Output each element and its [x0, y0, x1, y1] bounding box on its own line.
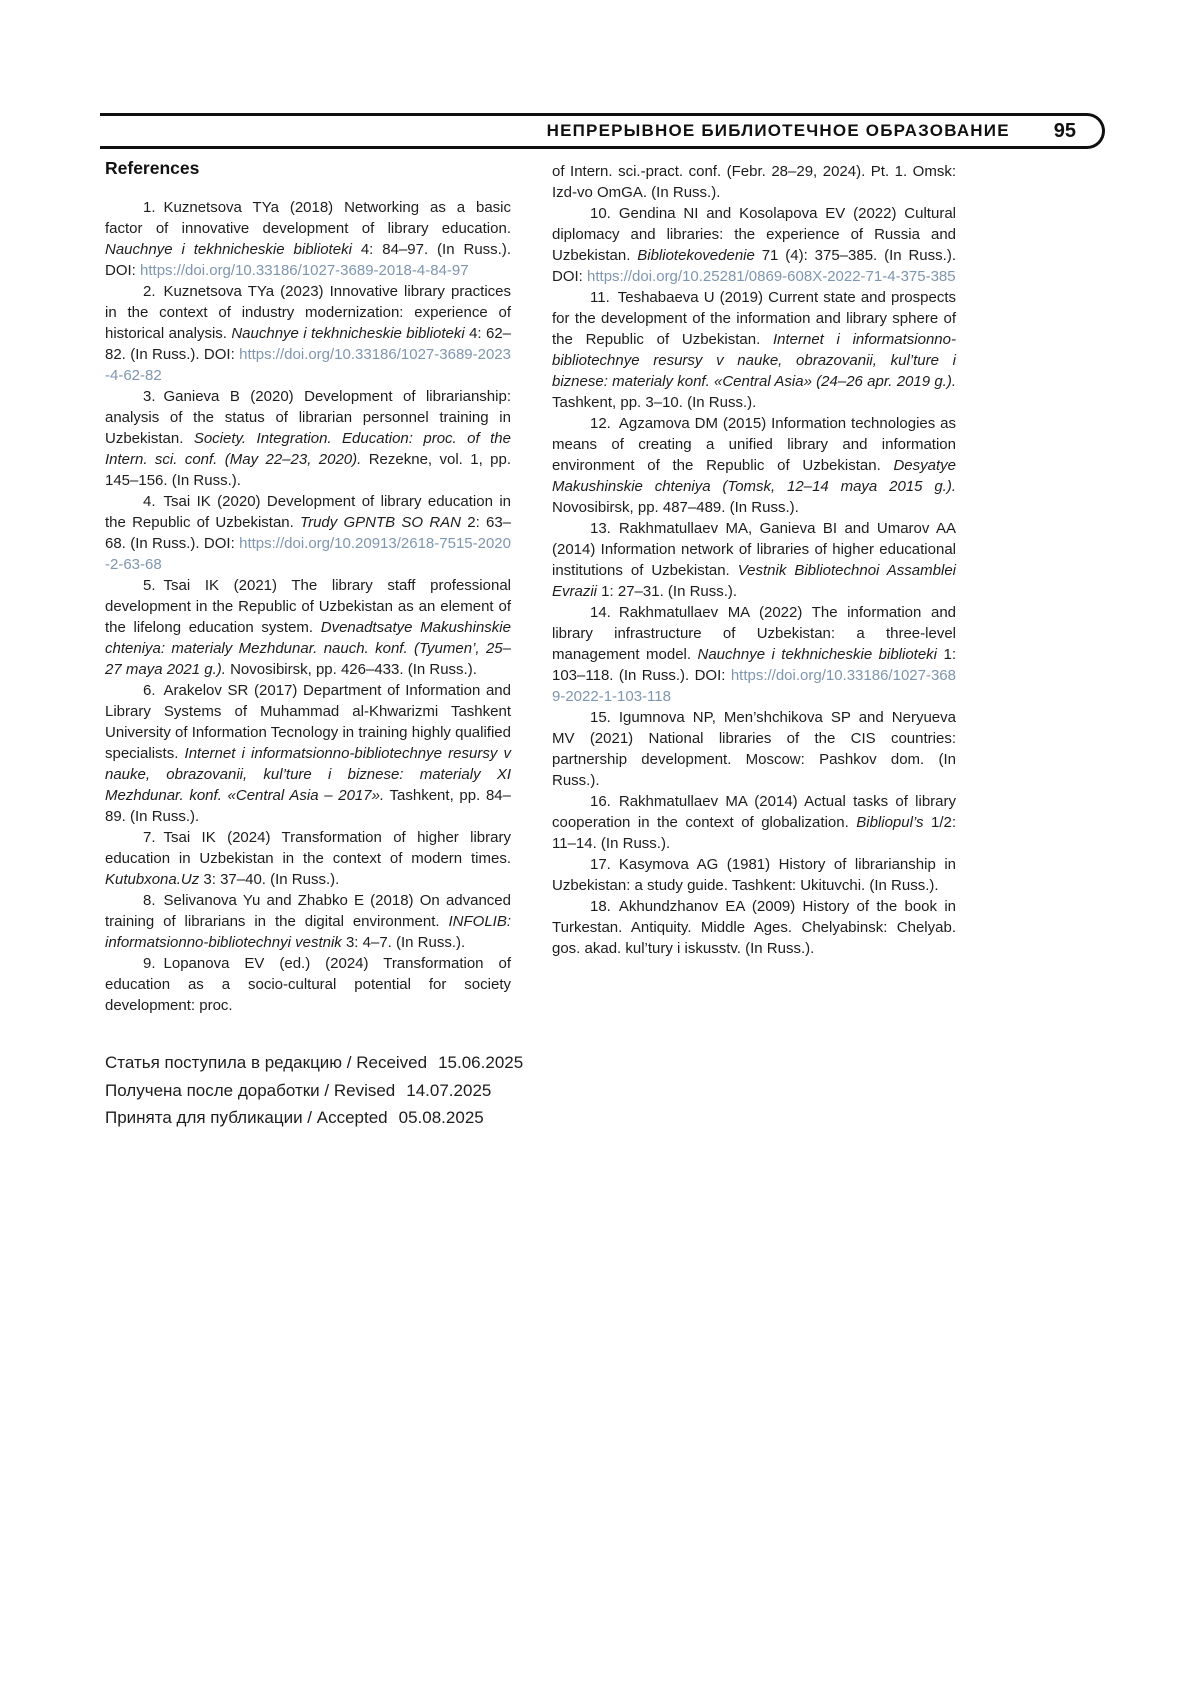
reference-text: Gendina NI and Kosolapova EV (2022) Cultural diplomacy and libraries: the experience of Russia and Uzbekistan.: [552, 205, 956, 264]
reference-text: Kutubxona.Uz: [105, 871, 200, 888]
reference-text: Tsai IK (2024) Transformation of higher library education in Uzbekistan in the context of modern times.: [105, 829, 511, 867]
reference-text: Bibliopul’s: [856, 814, 924, 831]
reference-text: Rakhmatullaev MA, Ganieva BI and Umarov AA (2014) Information network of libraries of higher educational institutions of Uzbekistan.: [552, 520, 956, 579]
references-list-left: [105, 197, 511, 1016]
reference-number: 10.: [590, 205, 611, 222]
reference-number: 11.: [590, 289, 610, 306]
reference-text: Kuznetsova TYa (2023) Innovative library practices in the context of industry modernization: experience of historical analysis.: [105, 283, 511, 342]
reference-item: [105, 680, 511, 827]
reference-item: [552, 854, 956, 896]
reference-item: [105, 953, 511, 1016]
reference-text: of Intern. sci.-pract. conf. (Febr. 28–29, 2024). Pt. 1. Omsk: Izd-vo OmGA. (In Russ.).: [552, 163, 956, 201]
date-accepted: [105, 1104, 523, 1132]
reference-text: Nauchnye i tekhnicheskie biblioteki: [697, 646, 938, 663]
reference-text: Desyatye Makushinskie chteniya (Tomsk, 12–14 maya 2015 g.).: [552, 457, 956, 495]
reference-text: 71 (4): 375–385. (In Russ.). DOI:: [552, 247, 956, 285]
reference-text: Novosibirsk, pp. 487–489. (In Russ.).: [552, 499, 799, 516]
reference-text: Kuznetsova TYa (2018) Networking as a basic factor of innovative development of library education.: [105, 199, 511, 237]
reference-number: 14.: [590, 604, 611, 621]
reference-text: Nauchnye i tekhnicheskie biblioteki: [231, 325, 465, 342]
reference-text: Kasymova AG (1981) History of librarianship in Uzbekistan: a study guide. Tashkent: Ukituvchi. (In Russ.).: [552, 856, 956, 894]
reference-number: 9.: [143, 955, 156, 972]
reference-text: Tsai IK (2021) The library staff professional development in the Republic of Uzbekistan as an element of the lifelong education system.: [105, 577, 511, 636]
running-header: [100, 113, 1105, 149]
reference-number: 7.: [143, 829, 156, 846]
reference-text: Dvenadtsatye Makushinskie chteniya: materialy Mezhdunar. nauch. konf. (Tyumen’, 25–27 maya 2021 g.).: [105, 619, 511, 678]
reference-item: [105, 386, 511, 491]
reference-text: INFOLIB: informatsionno-bibliotechnyi vestnik: [105, 913, 511, 951]
reference-text: Lopanova EV (ed.) (2024) Transformation of education as a socio-cultural potential for society development: proc.: [105, 955, 511, 1014]
reference-item: [105, 890, 511, 953]
reference-continuation: [552, 161, 956, 203]
reference-text: Internet i informatsionno-bibliotechnye resursy v nauke, obrazovanii, kul’ture i biznese: materialy konf. «Central Asia» (24–26 apr. 2019 g.).: [552, 331, 956, 390]
doi-link[interactable]: https://doi.org/10.33186/1027-3689-2022-1-103-118: [552, 667, 956, 705]
reference-text: 3: 37–40. (In Russ.).: [199, 871, 340, 888]
references-heading: References: [105, 158, 200, 178]
reference-text: Agzamova DM (2015) Information technologies as means of creating a unified library and information environment of the Republic of Uzbekistan.: [552, 415, 956, 474]
reference-text: Igumnova NP, Men’shchikova SP and Neryueva MV (2021) National libraries of the CIS countries: partnership development. Moscow: Pashkov dom. (In Russ.).: [552, 709, 956, 789]
reference-number: 1.: [143, 199, 156, 216]
reference-text: Rezekne, vol. 1, pp. 145–156. (In Russ.).: [105, 451, 512, 489]
reference-item: [105, 575, 511, 680]
header-section-title: НЕПРЕРЫВНОЕ БИБЛИОТЕЧНОЕ ОБРАЗОВАНИЕ: [546, 121, 1010, 140]
reference-text: Akhundzhanov EA (2009) History of the book in Turkestan. Antiquity. Middle Ages. Chelyabinsk: Chelyab. gos. akad. kul’tury i iskusstv. (In Russ.).: [552, 898, 956, 957]
reference-number: 5.: [143, 577, 156, 594]
doi-link[interactable]: https://doi.org/10.25281/0869-608X-2022-71-4-375-385: [587, 268, 956, 285]
reference-number: 15.: [590, 709, 611, 726]
reference-text: Ganieva B (2020) Development of librarianship: analysis of the status of librarian personnel training in Uzbekistan.: [105, 388, 511, 447]
reference-text: 1: 103–118. (In Russ.). DOI:: [552, 646, 956, 684]
reference-item: [552, 518, 956, 602]
reference-item: [552, 707, 956, 791]
reference-item: [552, 896, 956, 959]
doi-link[interactable]: https://doi.org/10.33186/1027-3689-2018-4-84-97: [140, 262, 469, 279]
date-received: [105, 1049, 523, 1077]
reference-text: 1/2: 11–14. (In Russ.).: [552, 814, 956, 852]
reference-text: 4: 84–97. (In Russ.). DOI:: [105, 241, 511, 279]
reference-text: Novosibirsk, pp. 426–433. (In Russ.).: [225, 661, 477, 678]
doi-link[interactable]: https://doi.org/10.20913/2618-7515-2020-2-63-68: [105, 535, 511, 573]
date-received-value: 15.06.2025: [438, 1053, 524, 1072]
reference-item: [105, 491, 511, 575]
reference-number: 2.: [143, 283, 156, 300]
reference-number: 6.: [143, 682, 156, 699]
reference-number: 13.: [590, 520, 611, 537]
reference-item: [105, 827, 511, 890]
reference-item: [552, 287, 956, 413]
references-column-left: [105, 158, 511, 1016]
reference-number: 3.: [143, 388, 156, 405]
reference-text: Vestnik Bibliotechnoi Assamblei Evrazii: [552, 562, 956, 600]
reference-text: Nauchnye i tekhnicheskie biblioteki: [105, 241, 352, 258]
date-received-label: Статья поступила в редакцию / Received: [105, 1053, 428, 1072]
date-revised-value: 14.07.2025: [406, 1080, 492, 1100]
date-accepted-label: Принята для публикации / Accepted: [105, 1108, 388, 1127]
header-page-number: 95: [1053, 119, 1076, 142]
reference-text: Teshabaeva U (2019) Current state and prospects for the development of the information and library sphere of the Republic of Uzbekistan.: [552, 289, 956, 348]
reference-text: 1: 27–31. (In Russ.).: [597, 583, 738, 600]
reference-item: [105, 197, 511, 281]
date-revised-label: Получена после доработки / Revised: [105, 1080, 396, 1100]
reference-text: Tsai IK (2020) Development of library education in the Republic of Uzbekistan.: [105, 493, 511, 531]
reference-number: 16.: [590, 793, 611, 810]
reference-number: 8.: [143, 892, 156, 909]
article-dates-block: [105, 1049, 523, 1132]
date-revised: [105, 1077, 523, 1105]
reference-text: Rakhmatullaev MA (2022) The information and library infrastructure of Uzbekistan: a three-level management model.: [552, 604, 956, 663]
reference-text: 3: 4–7. (In Russ.).: [341, 934, 466, 951]
reference-number: 12.: [590, 415, 611, 432]
references-column-right: [552, 161, 956, 959]
references-list-right: [552, 161, 956, 959]
reference-item: [105, 281, 511, 386]
reference-text: Internet i informatsionno-bibliotechnye resursy v nauke, obrazovanii, kul’ture i biznese: materialy XI Mezhdunar. konf. «Central Asia – 2017».: [105, 745, 511, 804]
reference-number: 18.: [590, 898, 611, 915]
reference-text: Society. Integration. Education: proc. of the Intern. sci. conf. (May 22–23, 2020).: [105, 430, 511, 468]
reference-text: Tashkent, pp. 84–89. (In Russ.).: [105, 787, 511, 825]
reference-text: Selivanova Yu and Zhabko E (2018) On advanced training of librarians in the digital environment.: [105, 892, 511, 930]
reference-text: Tashkent, pp. 3–10. (In Russ.).: [552, 394, 757, 411]
reference-number: 17.: [590, 856, 611, 873]
reference-item: [552, 203, 956, 287]
reference-item: [552, 791, 956, 854]
date-accepted-value: 05.08.2025: [398, 1108, 484, 1127]
reference-text: Bibliotekovedenie: [637, 247, 755, 264]
reference-text: 2: 63–68. (In Russ.). DOI:: [105, 514, 512, 552]
reference-number: 4.: [143, 493, 156, 510]
reference-text: 4: 62–82. (In Russ.). DOI:: [105, 325, 511, 363]
reference-text: Arakelov SR (2017) Department of Information and Library Systems of Muhammad al-Khwarizmi Tashkent University of Information Tecnology in training highly qualified specialists.: [105, 682, 511, 762]
reference-item: [552, 413, 956, 518]
reference-text: Trudy GPNTB SO RAN: [300, 514, 461, 531]
doi-link[interactable]: https://doi.org/10.33186/1027-3689-2023-4-62-82: [105, 346, 511, 384]
reference-text: Rakhmatullaev MA (2014) Actual tasks of library cooperation in the context of globalization.: [552, 793, 956, 831]
reference-item: [552, 602, 956, 707]
